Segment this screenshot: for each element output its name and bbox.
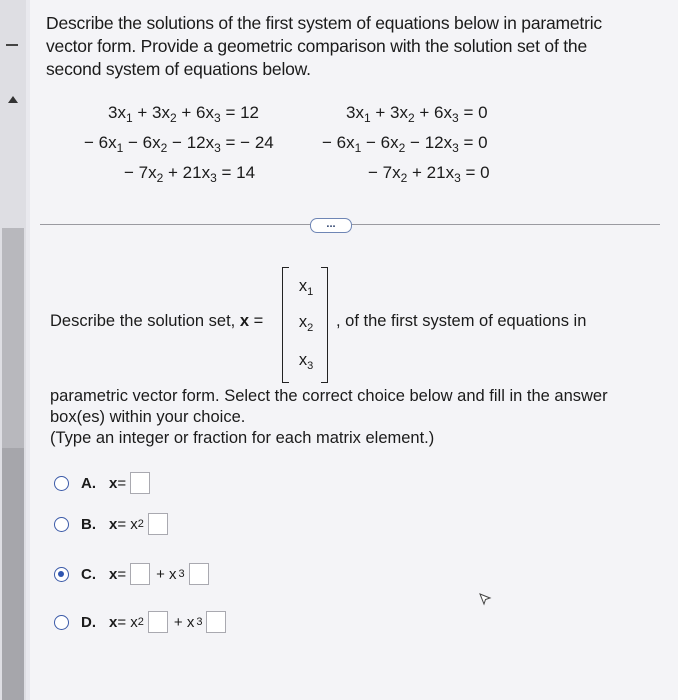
- minus-icon[interactable]: [6, 44, 18, 46]
- choice-b-answer-box[interactable]: [148, 513, 168, 535]
- choice-d-answer-box-2[interactable]: [206, 611, 226, 633]
- choice-a-expression: x =: [109, 472, 154, 494]
- choice-d-answer-box-1[interactable]: [148, 611, 168, 633]
- solution-vector: [282, 267, 328, 383]
- question-panel: [30, 0, 678, 700]
- expand-more-button[interactable]: ...: [310, 218, 352, 233]
- mouse-pointer-icon: [478, 592, 492, 606]
- system2-eq1: $3x_1 + 3x_2 + 6x_3 = 0$: [346, 103, 488, 125]
- choice-d-letter: D.: [81, 613, 96, 631]
- instructions-line1: parametric vector form. Select the correct choice below and fill in the answer box(es) within your choice.: [50, 387, 608, 426]
- vector-entry-x3: $x_3$: [298, 351, 314, 372]
- vector-entry-x1: $x_1$: [298, 277, 314, 298]
- choice-a-radio[interactable]: [54, 476, 69, 491]
- instructions: [50, 386, 610, 449]
- system1-eq1: $3x_1 + 3x_2 + 6x_3 = 12$: [108, 103, 260, 125]
- choice-c-answer-box-1[interactable]: [130, 563, 150, 585]
- choice-d-expression: x = x 2 + x 3: [109, 611, 230, 633]
- choice-b[interactable]: [54, 511, 172, 537]
- choice-a-answer-box[interactable]: [130, 472, 150, 494]
- choice-c-expression: x = + x 3: [109, 563, 213, 585]
- system1-eq2: − $6x_1 - 6x_2 - 12x_3$ = − 24: [84, 133, 274, 155]
- choice-b-expression: x = x 2: [109, 513, 172, 535]
- instructions-line2: (Type an integer or fraction for each matrix element.): [50, 429, 435, 447]
- left-bracket: [282, 267, 289, 383]
- question-prompt: Describe the solutions of the first system of equations below in parametric vector form. Provide a geometric comparison with the solution set of the second system of equations below.: [46, 13, 602, 79]
- system2-eq3: − $7x_2 + 21x_3 = 0$: [368, 163, 490, 185]
- choice-b-letter: B.: [81, 515, 96, 533]
- caret-up-icon[interactable]: [8, 96, 18, 103]
- choice-c-answer-box-2[interactable]: [189, 563, 209, 585]
- choice-a-letter: A.: [81, 474, 96, 492]
- choice-c-radio[interactable]: [54, 567, 69, 582]
- choice-c-letter: C.: [81, 565, 96, 583]
- describe-tail: , of the first system of equations in: [336, 312, 587, 330]
- sidebar-panel-shade: [2, 448, 24, 700]
- system2-eq2: − $6x_1 - 6x_2 - 12x_3 = 0$: [322, 133, 488, 155]
- describe-text: Describe the solution set, x =: [50, 312, 264, 330]
- left-sidebar: [0, 0, 26, 700]
- choice-d[interactable]: [54, 609, 230, 635]
- choice-d-radio[interactable]: [54, 615, 69, 630]
- choice-c[interactable]: [54, 561, 213, 587]
- vector-entry-x2: $x_2$: [298, 313, 314, 334]
- system1-eq3: − $7x_2 + 21x_3 = 14$: [124, 163, 256, 185]
- right-bracket: [321, 267, 328, 383]
- choice-a[interactable]: [54, 470, 154, 496]
- choice-b-radio[interactable]: [54, 517, 69, 532]
